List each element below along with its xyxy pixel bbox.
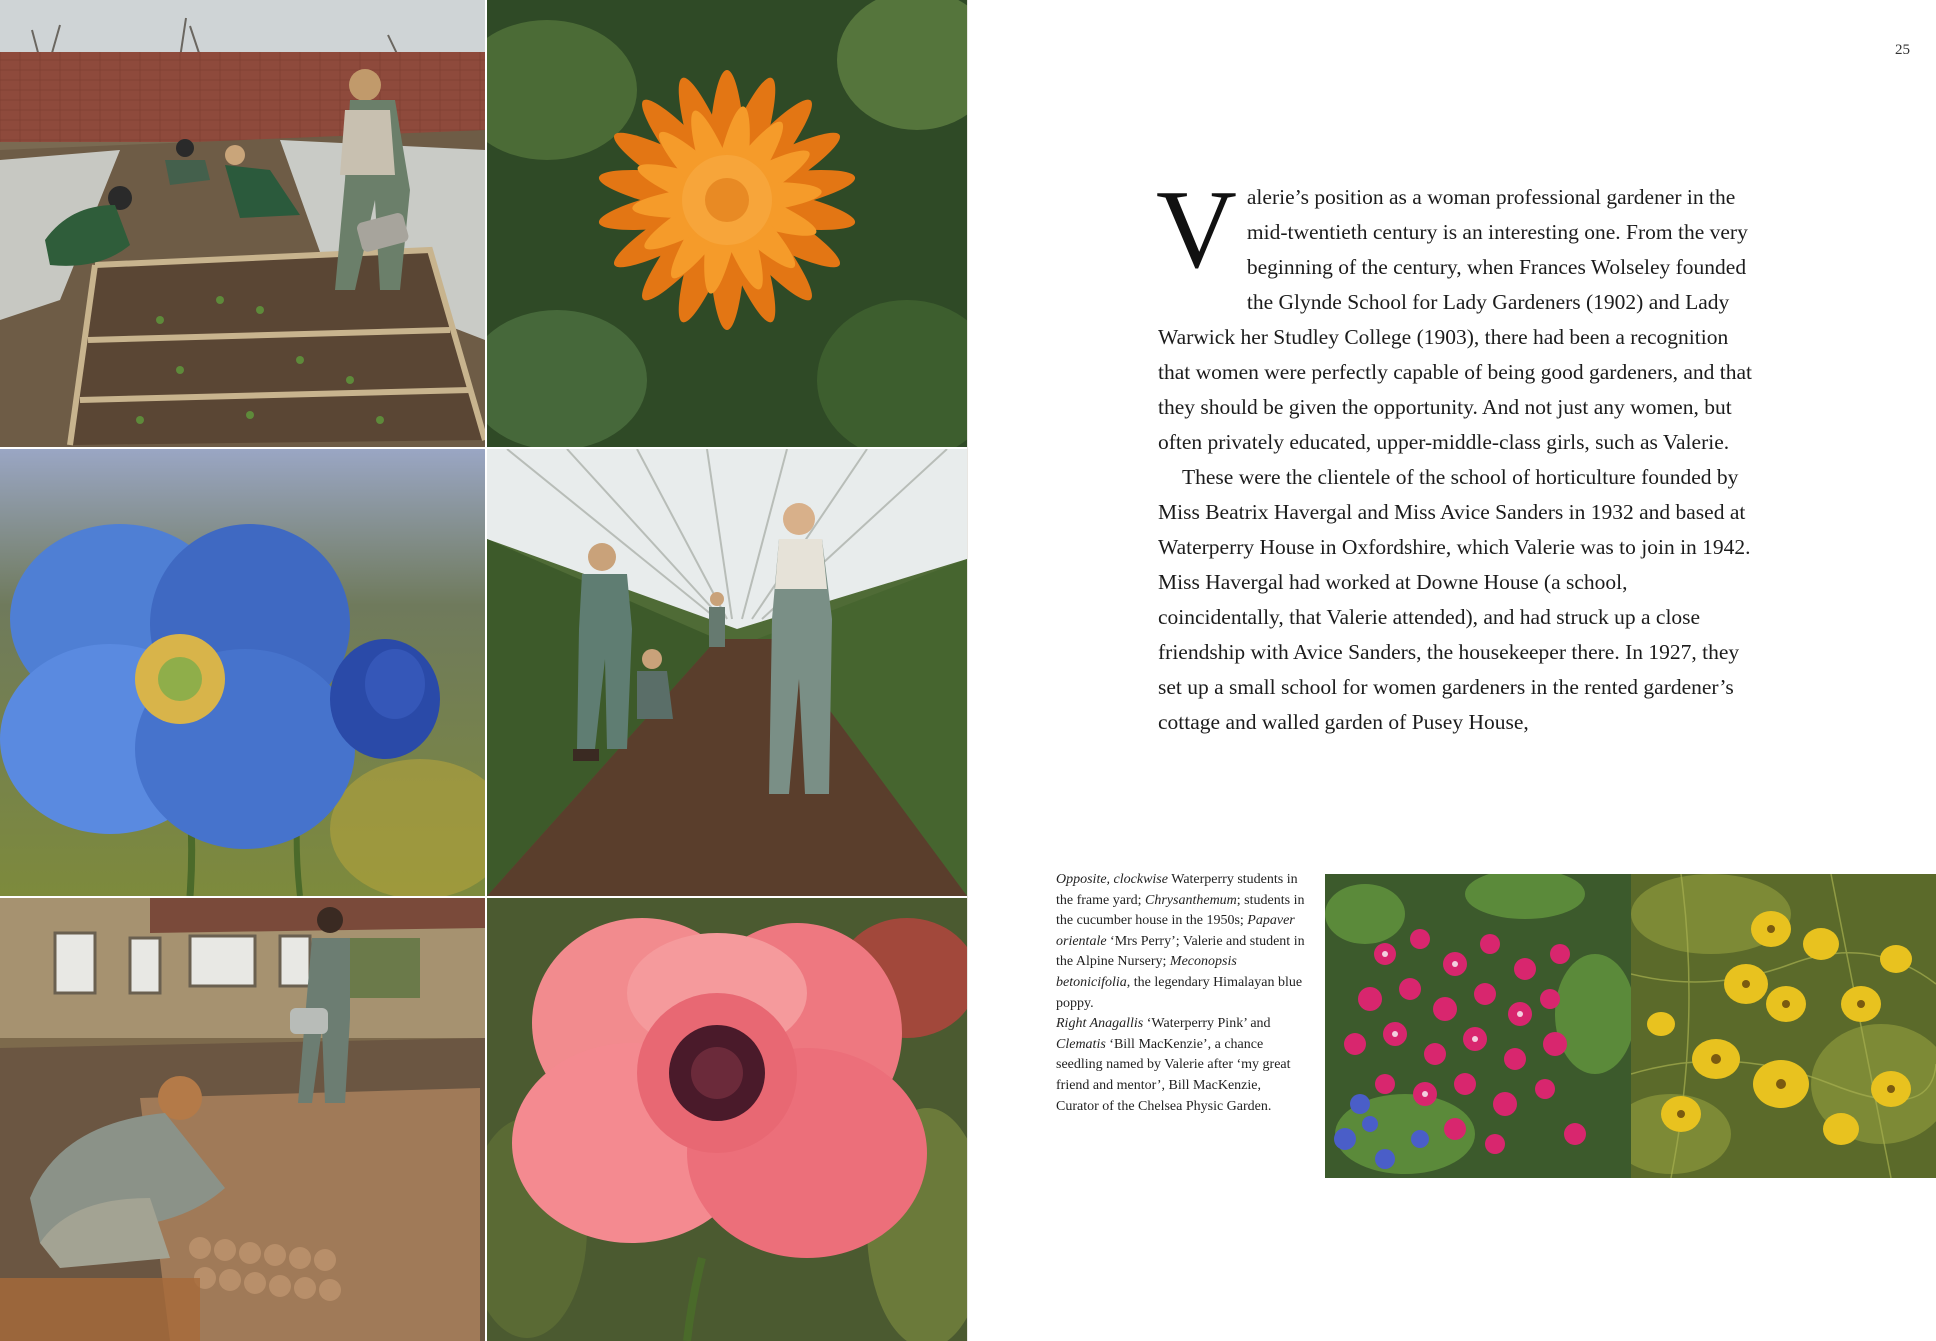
photo-caption [1056, 870, 1306, 1117]
caption-text: ‘Bill MacKenzie’, a chance seedling named by Valerie after ‘my great friend and mentor’, Bill MacKenzie, Curator of the Chelsea Physic Garden. [1056, 1036, 1291, 1114]
caption-text: ‘Waterperry Pink’ and [1143, 1016, 1271, 1032]
caption-plant-name: Right Anagallis [1056, 1016, 1144, 1032]
caption-text: ‘Mrs Perry’; Valerie and student in the Alpine Nursery; [1056, 933, 1305, 970]
alpine-nursery-photo [0, 898, 485, 1341]
page-number: 25 [1895, 42, 1910, 58]
caption-direction: Opposite, clockwise [1056, 872, 1168, 887]
caption-plant-name: Papaver orientale [1056, 913, 1295, 949]
frame-yard-photo [0, 0, 485, 447]
clematis-photo [1631, 874, 1936, 1178]
body-paragraph-2: These were the clientele of the school of horticulture founded by Miss Beatrix Havergal and Miss Avice Sanders in 1932 and based at Waterperry House in Oxfordshire, which Valerie was to join in 1942. Miss Havergal had worked at Downe House (a school, coincidentally, that Valerie attended), and had struck up a close friendship with Avice Sanders, the housekeeper there. In 1927, they set up a small school for women gardeners in the rented gardener’s cottage and walled garden of Pusey House, [1158, 465, 1751, 734]
caption-text: , the legendary Himalayan blue poppy. [1056, 974, 1303, 1011]
anagallis-photo [1325, 874, 1631, 1178]
drop-cap: V [1156, 168, 1237, 292]
caption-plant-name: Clematis [1056, 1036, 1106, 1052]
body-paragraph-1 [1156, 168, 1756, 460]
caption-text: Waterperry students in the frame yard; [1056, 872, 1298, 908]
caption-text: ; students in the cucumber house in the 1950s; [1056, 892, 1305, 929]
blue-poppy-photo [0, 449, 485, 896]
pink-poppy-photo [487, 898, 967, 1341]
cucumber-house-photo [487, 449, 967, 896]
chrysanthemum-photo [487, 0, 967, 447]
page-gutter [967, 0, 968, 1341]
body-text [1156, 168, 1756, 740]
paragraph-1-text: alerie’s position as a woman professional gardener in the mid-twentieth century is an interesting one. From the very beginning of the century, when Frances Wolseley founded the Glynde School for Lady Gardeners (1902) and Lady Warwick her Studley College (1903), there had been a recognition that women were perfectly capable of being good gardeners, and that they should be given the opportunity. And not just any women, but often privately educated, upper-middle-class girls, such as Valerie. [1158, 185, 1752, 454]
caption-plant-name: Meconopsis betonicifolia [1056, 954, 1237, 990]
caption-plant-name: Chrysanthemum [1145, 892, 1237, 908]
